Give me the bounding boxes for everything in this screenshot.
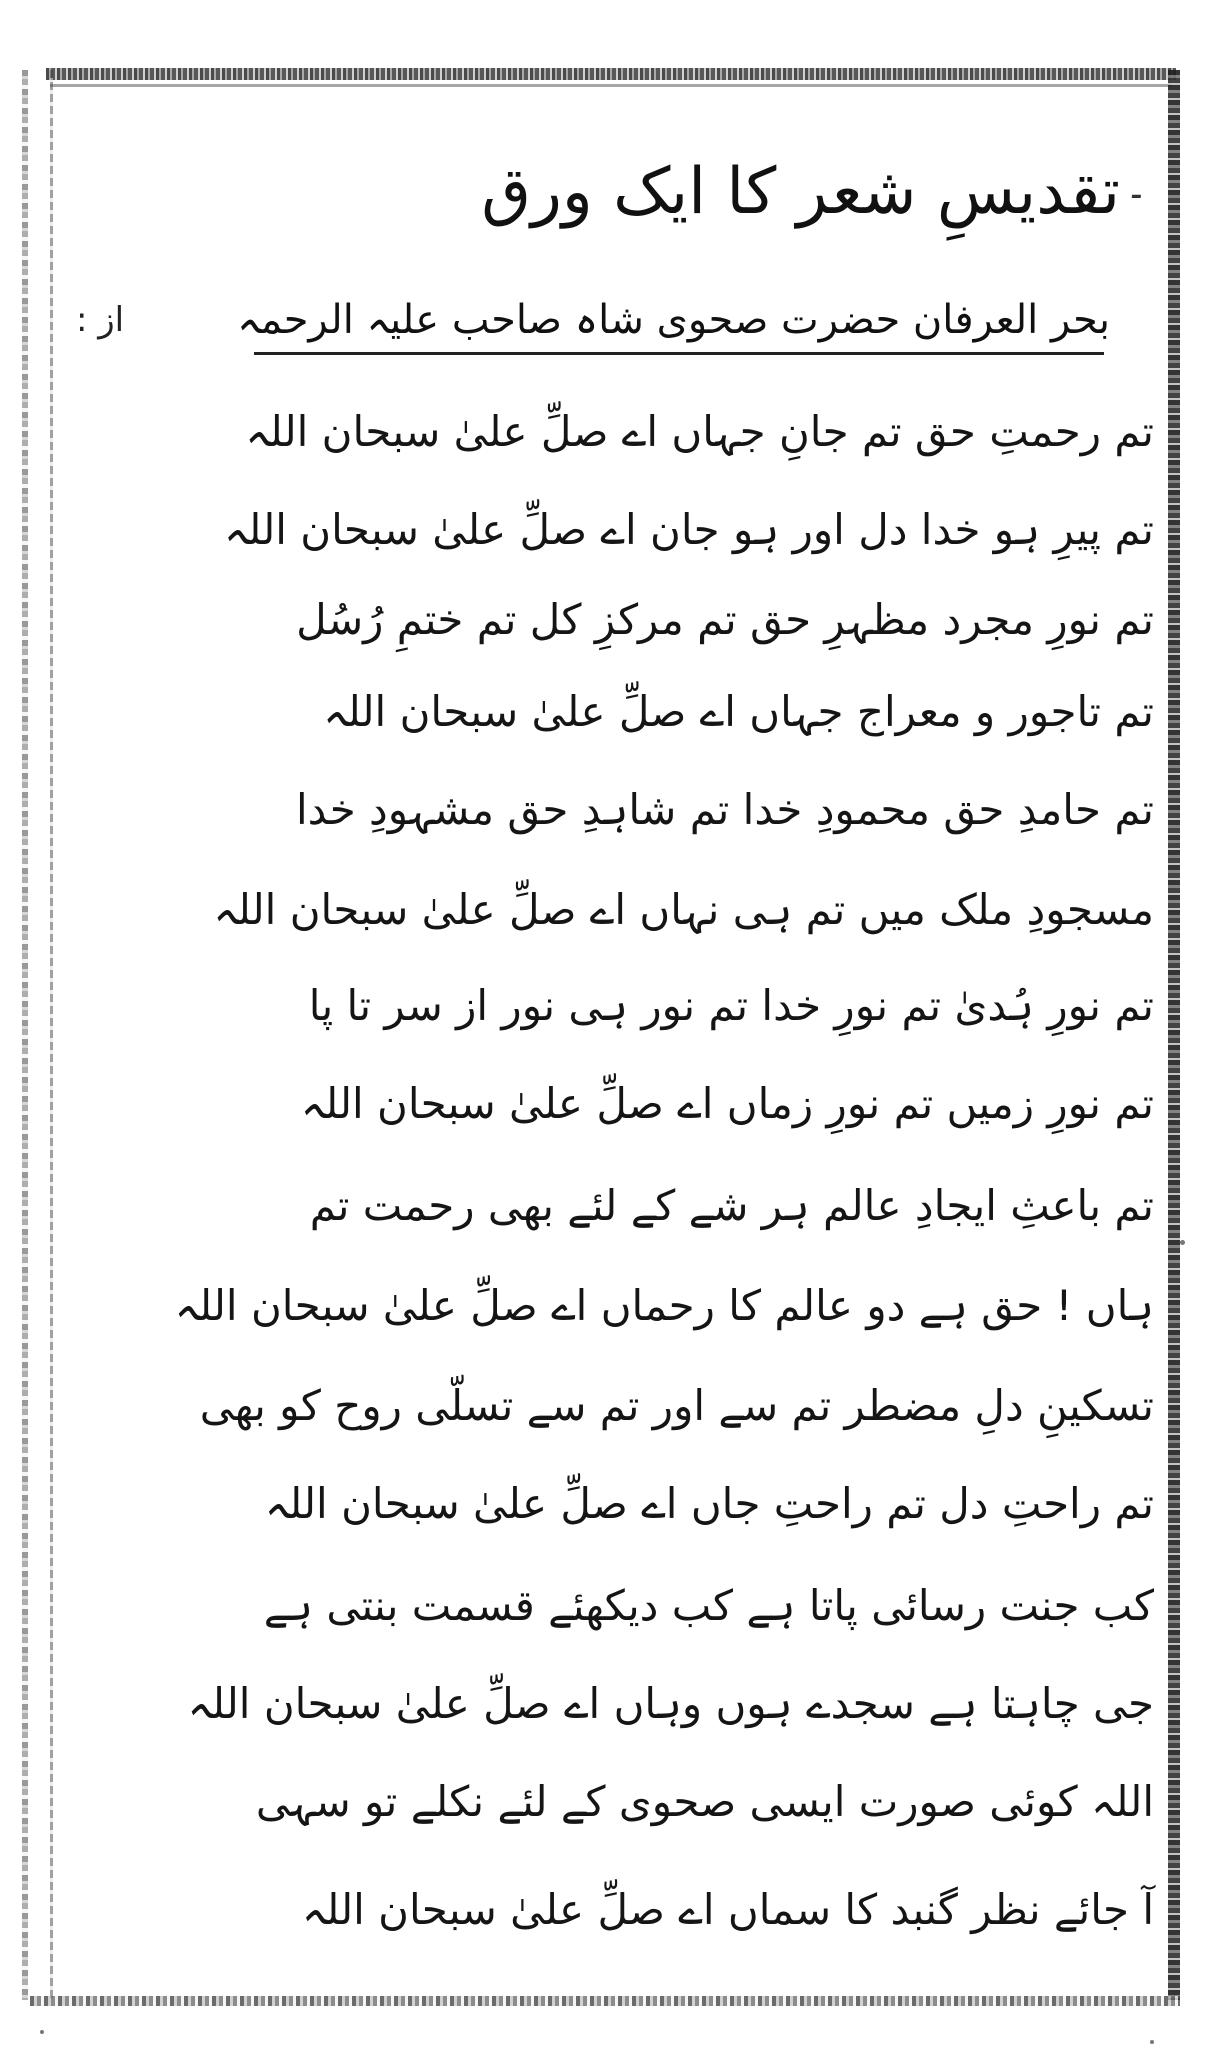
scan-speck [1180,1240,1185,1245]
bottom-border [30,1996,1180,2006]
verse-line: تم حامدِ حق محمودِ خدا تم شاہدِ حق مشہودِ خدا [296,785,1154,834]
right-border [1168,70,1180,2000]
verse-line: تم نورِ زمیں تم نورِ زماں اے صلِّ علیٰ سبحان اللہ [300,1079,1154,1128]
left-border [22,70,28,2000]
top-border-inner [50,84,1172,87]
top-border [46,68,1176,80]
verse-line: مسجودِ ملک میں تم ہی نہاں اے صلِّ علیٰ سبحان اللہ [213,885,1154,934]
scan-speck [40,2030,44,2034]
verse-line: تم نورِ مجرد مظہرِ حق تم مرکزِ کل تم ختمِ رُسُل [296,595,1154,644]
page-title: تقدیسِ شعر کا ایک ورق [481,155,1120,229]
title-mark-icon: ۔ [1124,162,1148,208]
verse-line: تم راحتِ دل تم راحتِ جاں اے صلِّ علیٰ سبحان اللہ [264,1479,1154,1528]
verse-line: تسکینِ دلِ مضطر تم سے اور تم سے تسلّی روح کو بھی [199,1381,1154,1430]
verse-line: اللہ کوئی صورت ایسی صحوی کے لئے نکلے تو سہی [255,1777,1154,1826]
verse-line: آ جائے نظر گنبد کا سماں اے صلِّ علیٰ سبحان اللہ [301,1885,1154,1934]
verse-line: تم باعثِ ایجادِ عالم ہر شے کے لئے بھی رحمت تم [309,1181,1154,1230]
verse-line: تم رحمتِ حق تم جانِ جہاں اے صلِّ علیٰ سبحان اللہ [245,407,1154,456]
verse-line: کب جنت رسائی پاتا ہے کب دیکھئے قسمت بنتی ہے [263,1581,1154,1630]
verse-line: تم تاجور و معراج جہاں اے صلِّ علیٰ سبحان اللہ [323,687,1154,736]
attribution-underline [254,352,1104,355]
attribution-row [70,294,1160,364]
verse-line: جی چاہتا ہے سجدے ہوں وہاں اے صلِّ علیٰ سبحان اللہ [187,1679,1154,1728]
page-content [70,90,1160,1990]
verse-line: ہاں ! حق ہے دو عالم کا رحماں اے صلِّ علیٰ سبحان اللہ [174,1281,1154,1330]
verse-line: تم پیرِ ہو خدا دل اور ہو جان اے صلِّ علیٰ سبحان اللہ [223,505,1154,554]
left-border-inner [50,70,53,2000]
verse-line: تم نورِ ہُدیٰ تم نورِ خدا تم نور ہی نور از سر تا پا [308,981,1154,1030]
attribution: بحر العرفان حضرت صحوی شاہ صاحب علیہ الرحمہ [237,297,1110,343]
scan-speck [1150,2040,1154,2044]
attribution-prefix: از : [76,300,125,340]
